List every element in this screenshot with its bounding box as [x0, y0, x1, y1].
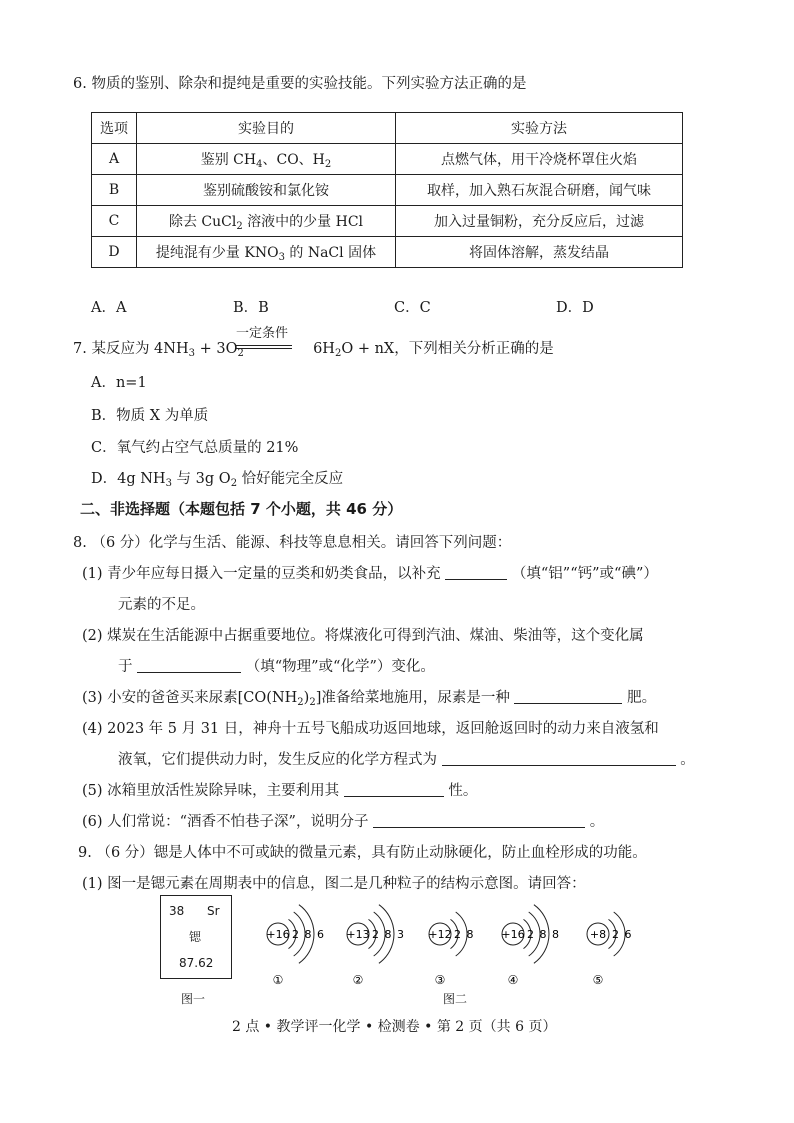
- q6-choice-c: C．C: [394, 300, 431, 316]
- q8-part2: (2) 煤炭在生活能源中占据重要地位。将煤液化可得到汽油、煤油、柴油等，这个变化属: [82, 628, 644, 644]
- q8-part1: (1) 青少年应每日摄入一定量的豆类和奶类食品，以补充 （填“铝”“钙”或“碘”）: [82, 566, 658, 582]
- q8-part6: (6) 人们常说：“酒香不怕巷子深”，说明分子 。: [82, 814, 605, 830]
- answer-blank[interactable]: [514, 689, 622, 704]
- electron-counts: 2 8: [454, 928, 475, 941]
- electron-counts: 2 8 3: [372, 928, 405, 941]
- cell-option: C: [92, 206, 137, 237]
- particle-label: ④: [507, 973, 519, 987]
- atomic-mass: 87.62: [179, 956, 214, 970]
- q8-part4: (4) 2023 年 5 月 31 日，神舟十五号飞船成功返回地球，返回舱返回时的动力来自液氢和: [82, 721, 659, 737]
- particle-label: ③: [434, 973, 446, 987]
- element-symbol: Sr: [207, 904, 220, 918]
- answer-blank[interactable]: [373, 813, 585, 828]
- q8-part1-cont: 元素的不足。: [118, 597, 205, 613]
- q6-stem: 6. 物质的鉴别、除杂和提纯是重要的实验技能。下列实验方法正确的是: [73, 76, 527, 92]
- cell-option: B: [92, 175, 137, 206]
- q6-choice-b: B．B: [233, 300, 269, 316]
- q7-equals-line-bottom: [236, 348, 292, 349]
- q7-choice-b: B．物质 X 为单质: [91, 408, 209, 424]
- particle-label: ②: [352, 973, 364, 987]
- q7-choice-d: D．4g $NH_3$ 与 3g $O_2$ 恰好能完全反应: [91, 471, 344, 489]
- table-header-row: [92, 113, 683, 144]
- nucleus-charge: +16: [266, 928, 290, 941]
- table-row: [92, 237, 683, 268]
- nucleus-charge: +12: [428, 928, 452, 941]
- particle-diagram: [587, 912, 633, 987]
- particle-label: ⑤: [592, 973, 604, 987]
- q9-stem-text: （6 分）锶是人体中不可或缺的微量元素，具有防止动脉硬化，防止血栓形成的功能。: [96, 845, 647, 861]
- cell-purpose: 提纯混有少量 $KNO_3$ 的 NaCl 固体: [137, 237, 396, 268]
- q8-part5: (5) 冰箱里放活性炭除异味，主要利用其 性。: [82, 783, 478, 799]
- q7-stem-after: $6H_2O$ + nX，下列相关分析正确的是: [313, 341, 554, 359]
- q7-equals-line-top: [236, 345, 292, 346]
- page-footer: 2 点 • 教学评一化学 • 检测卷 • 第 2 页（共 6 页）: [232, 1019, 557, 1035]
- cell-option: D: [92, 237, 137, 268]
- answer-blank[interactable]: [137, 658, 241, 673]
- answer-blank[interactable]: [445, 565, 507, 580]
- element-name: 锶: [189, 930, 202, 944]
- nucleus-charge: +13: [346, 928, 370, 941]
- q8-stem-text: （6 分）化学与生活、能源、科技等息息相关。请回答下列问题：: [91, 535, 512, 551]
- particle-diagram: [428, 912, 474, 987]
- q8-stem: 8. （6 分）化学与生活、能源、科技等息息相关。请回答下列问题：: [73, 535, 512, 551]
- atomic-number: 38: [169, 904, 185, 918]
- fig1-caption: 图一: [181, 992, 206, 1006]
- q9-part1: (1) 图一是锶元素在周期表中的信息，图二是几种粒子的结构示意图。请回答：: [82, 876, 586, 892]
- q9-stem: 9. （6 分）锶是人体中不可或缺的微量元素，具有防止动脉硬化，防止血栓形成的功能。: [78, 845, 647, 861]
- table-row: [92, 175, 683, 206]
- electron-counts: 2 8 8: [527, 928, 560, 941]
- particle-label: ①: [272, 973, 284, 987]
- q7-choice-c: C．氧气约占空气总质量的 21%: [91, 440, 299, 456]
- particle-diagram: [501, 905, 560, 987]
- particle-diagram: [346, 905, 405, 987]
- q7-condition: 一定条件: [236, 326, 289, 341]
- header-purpose: 实验目的: [137, 113, 396, 144]
- cell-method: 加入过量铜粉，充分反应后，过滤: [396, 206, 683, 237]
- cell-option: A: [92, 144, 137, 175]
- q6-table: [91, 112, 683, 268]
- q6-choice-a: A．A: [91, 300, 127, 316]
- cell-purpose: 鉴别 $CH_4$、CO、$H_2$: [137, 144, 396, 175]
- q7-stem: 7. 某反应为 $4NH_3 + 3O_2$ $6H_2O$ + nX，下列相关分析正确的是: [73, 341, 554, 359]
- section2-title: 二、非选择题（本题包括 7 个小题，共 46 分）: [80, 500, 403, 518]
- header-method: 实验方法: [396, 113, 683, 144]
- cell-purpose: 除去 CuCl$_2$ 溶液中的少量 HCl: [137, 206, 396, 237]
- electron-counts: 2 6: [612, 928, 633, 941]
- fig2-caption: 图二: [443, 992, 468, 1006]
- q8-part2-cont: 于 （填“物理”或“化学”）变化。: [118, 659, 435, 675]
- cell-method: 取样，加入熟石灰混合研磨，闻气味: [396, 175, 683, 206]
- atoms-layer: [266, 905, 632, 987]
- answer-blank[interactable]: [442, 751, 676, 766]
- cell-purpose: 鉴别硫酸铵和氯化铵: [137, 175, 396, 206]
- q6-choice-d: D．D: [556, 300, 594, 316]
- cell-method: 将固体溶解，蒸发结晶: [396, 237, 683, 268]
- q7-stem-before: 某反应为 $4NH_3 + 3O_2$: [91, 341, 244, 359]
- q8-part4-cont: 液氧，它们提供动力时，发生反应的化学方程式为 。: [118, 752, 695, 768]
- q8-part3: (3) 小安的爸爸买来尿素$[CO(NH_2)_2]$准备给菜地施用，尿素是一种 肥。: [82, 690, 657, 708]
- particle-structure-diagrams: [245, 880, 665, 990]
- nucleus-charge: +8: [589, 928, 607, 941]
- particle-diagram: [266, 905, 325, 987]
- cell-method: 点燃气体，用干冷烧杯罩住火焰: [396, 144, 683, 175]
- table-row: [92, 206, 683, 237]
- answer-blank[interactable]: [344, 782, 444, 797]
- q7-choice-a: A．n=1: [91, 375, 147, 391]
- electron-counts: 2 8 6: [292, 928, 325, 941]
- table-row: [92, 144, 683, 175]
- nucleus-charge: +16: [501, 928, 525, 941]
- q6-stem-text: 物质的鉴别、除杂和提纯是重要的实验技能。下列实验方法正确的是: [91, 76, 527, 92]
- header-option: 选项: [92, 113, 137, 144]
- periodic-table-cell: [160, 895, 232, 979]
